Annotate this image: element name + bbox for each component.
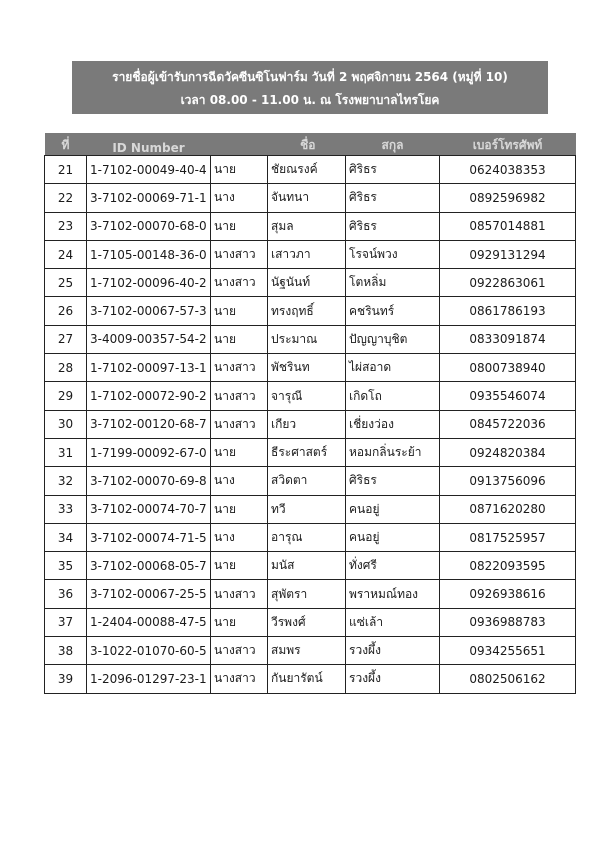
row-number: 32 bbox=[45, 467, 87, 495]
id-number: 1-7199-00092-67-0 bbox=[87, 438, 211, 466]
document-title bbox=[72, 61, 548, 114]
table-row bbox=[45, 523, 576, 551]
phone-number: 0845722036 bbox=[440, 410, 576, 438]
phone-number: 0861786193 bbox=[440, 297, 576, 325]
last-name: เกิดโถ bbox=[346, 382, 440, 410]
row-number: 22 bbox=[45, 184, 87, 212]
phone-number: 0929131294 bbox=[440, 240, 576, 268]
table-row bbox=[45, 580, 576, 608]
first-name: อารุณ bbox=[268, 523, 346, 551]
phone-number: 0935546074 bbox=[440, 382, 576, 410]
id-number: 3-7102-00068-05-7 bbox=[87, 552, 211, 580]
table-body bbox=[45, 156, 576, 694]
last-name: คชรินทร์ bbox=[346, 297, 440, 325]
table-row bbox=[45, 297, 576, 325]
last-name: รวงผึ้ง bbox=[346, 665, 440, 693]
row-number: 27 bbox=[45, 325, 87, 353]
table-row bbox=[45, 325, 576, 353]
id-number: 1-7102-00096-40-2 bbox=[87, 269, 211, 297]
phone-number: 0624038353 bbox=[440, 156, 576, 184]
first-name: ทวี bbox=[268, 495, 346, 523]
phone-number: 0817525957 bbox=[440, 523, 576, 551]
table-row bbox=[45, 382, 576, 410]
name-prefix: นางสาว bbox=[211, 240, 268, 268]
last-name: แซ่เล้า bbox=[346, 608, 440, 636]
row-number: 29 bbox=[45, 382, 87, 410]
row-number: 24 bbox=[45, 240, 87, 268]
name-prefix: นางสาว bbox=[211, 637, 268, 665]
id-number: 1-7105-00148-36-0 bbox=[87, 240, 211, 268]
phone-number: 0913756096 bbox=[440, 467, 576, 495]
phone-number: 0922863061 bbox=[440, 269, 576, 297]
id-number: 3-4009-00357-54-2 bbox=[87, 325, 211, 353]
first-name: วีรพงศ์ bbox=[268, 608, 346, 636]
row-number: 25 bbox=[45, 269, 87, 297]
name-prefix: นางสาว bbox=[211, 410, 268, 438]
table-row bbox=[45, 269, 576, 297]
name-prefix: นาย bbox=[211, 156, 268, 184]
phone-number: 0822093595 bbox=[440, 552, 576, 580]
id-number: 3-7102-00074-71-5 bbox=[87, 523, 211, 551]
row-number: 39 bbox=[45, 665, 87, 693]
row-number: 38 bbox=[45, 637, 87, 665]
table-row bbox=[45, 156, 576, 184]
name-prefix: นาย bbox=[211, 495, 268, 523]
last-name: หอมกลิ่นระย้า bbox=[346, 438, 440, 466]
id-number: 3-7102-00069-71-1 bbox=[87, 184, 211, 212]
table-row bbox=[45, 608, 576, 636]
name-prefix: นาง bbox=[211, 184, 268, 212]
first-name: ประมาณ bbox=[268, 325, 346, 353]
last-name: โตหลิ่ม bbox=[346, 269, 440, 297]
name-prefix: นาย bbox=[211, 438, 268, 466]
table-row bbox=[45, 495, 576, 523]
first-name: สุพัตรา bbox=[268, 580, 346, 608]
first-name: ธีระศาสตร์ bbox=[268, 438, 346, 466]
table-row bbox=[45, 552, 576, 580]
row-number: 26 bbox=[45, 297, 87, 325]
last-name: ไผ่สอาด bbox=[346, 354, 440, 382]
last-name: โรจน์พวง bbox=[346, 240, 440, 268]
last-name: ศิริธร bbox=[346, 467, 440, 495]
vaccination-roster-table bbox=[44, 133, 576, 694]
phone-number: 0936988783 bbox=[440, 608, 576, 636]
last-name: คนอยู่ bbox=[346, 495, 440, 523]
id-number: 3-7102-00070-68-0 bbox=[87, 212, 211, 240]
row-number: 28 bbox=[45, 354, 87, 382]
first-name: มนัส bbox=[268, 552, 346, 580]
name-prefix: นาย bbox=[211, 608, 268, 636]
id-number: 3-7102-00067-25-5 bbox=[87, 580, 211, 608]
row-number: 31 bbox=[45, 438, 87, 466]
last-name: รวงผึ้ง bbox=[346, 637, 440, 665]
row-number: 21 bbox=[45, 156, 87, 184]
name-prefix: นางสาว bbox=[211, 665, 268, 693]
name-prefix: นาง bbox=[211, 467, 268, 495]
last-name: ทั่งศรี bbox=[346, 552, 440, 580]
first-name: สุมล bbox=[268, 212, 346, 240]
phone-number: 0871620280 bbox=[440, 495, 576, 523]
id-number: 3-1022-01070-60-5 bbox=[87, 637, 211, 665]
id-number: 3-7102-00067-57-3 bbox=[87, 297, 211, 325]
id-number: 1-2404-00088-47-5 bbox=[87, 608, 211, 636]
id-number: 1-7102-00072-90-2 bbox=[87, 382, 211, 410]
name-prefix: นาย bbox=[211, 297, 268, 325]
first-name: จันทนา bbox=[268, 184, 346, 212]
row-number: 23 bbox=[45, 212, 87, 240]
row-number: 37 bbox=[45, 608, 87, 636]
first-name: สวิดตา bbox=[268, 467, 346, 495]
phone-number: 0800738940 bbox=[440, 354, 576, 382]
first-name: นัฐนันท์ bbox=[268, 269, 346, 297]
name-prefix: นาย bbox=[211, 552, 268, 580]
last-name: คนอยู่ bbox=[346, 523, 440, 551]
table-header-row bbox=[45, 133, 576, 156]
last-name: ศิริธร bbox=[346, 184, 440, 212]
id-number: 1-2096-01297-23-1 bbox=[87, 665, 211, 693]
first-name: เกียว bbox=[268, 410, 346, 438]
header-no: ที่ bbox=[45, 133, 87, 156]
row-number: 34 bbox=[45, 523, 87, 551]
row-number: 30 bbox=[45, 410, 87, 438]
phone-number: 0802506162 bbox=[440, 665, 576, 693]
header-last-name: สกุล bbox=[346, 133, 440, 156]
phone-number: 0934255651 bbox=[440, 637, 576, 665]
table-row bbox=[45, 184, 576, 212]
last-name: ศิริธร bbox=[346, 156, 440, 184]
phone-number: 0892596982 bbox=[440, 184, 576, 212]
table-row bbox=[45, 354, 576, 382]
first-name: กันยารัตน์ bbox=[268, 665, 346, 693]
name-prefix: นาง bbox=[211, 523, 268, 551]
first-name: จารุณี bbox=[268, 382, 346, 410]
table-row bbox=[45, 665, 576, 693]
header-id-number: ID Number bbox=[87, 133, 211, 156]
id-number: 3-7102-00070-69-8 bbox=[87, 467, 211, 495]
phone-number: 0857014881 bbox=[440, 212, 576, 240]
table-row bbox=[45, 240, 576, 268]
id-number: 3-7102-00074-70-7 bbox=[87, 495, 211, 523]
first-name: เสาวภา bbox=[268, 240, 346, 268]
phone-number: 0833091874 bbox=[440, 325, 576, 353]
name-prefix: นาย bbox=[211, 212, 268, 240]
table-row bbox=[45, 438, 576, 466]
row-number: 36 bbox=[45, 580, 87, 608]
name-prefix: นางสาว bbox=[211, 382, 268, 410]
table-row bbox=[45, 637, 576, 665]
last-name: เชี่ยงว่อง bbox=[346, 410, 440, 438]
first-name: ทรงฤทธิ์ bbox=[268, 297, 346, 325]
id-number: 1-7102-00049-40-4 bbox=[87, 156, 211, 184]
phone-number: 0926938616 bbox=[440, 580, 576, 608]
last-name: ปัญญาบุชิต bbox=[346, 325, 440, 353]
row-number: 35 bbox=[45, 552, 87, 580]
table-row bbox=[45, 467, 576, 495]
last-name: ศิริธร bbox=[346, 212, 440, 240]
first-name: พัชรินท bbox=[268, 354, 346, 382]
id-number: 3-7102-00120-68-7 bbox=[87, 410, 211, 438]
name-prefix: นางสาว bbox=[211, 580, 268, 608]
row-number: 33 bbox=[45, 495, 87, 523]
last-name: พราหมณ์ทอง bbox=[346, 580, 440, 608]
table-row bbox=[45, 410, 576, 438]
name-prefix: นางสาว bbox=[211, 269, 268, 297]
name-prefix: นางสาว bbox=[211, 354, 268, 382]
id-number: 1-7102-00097-13-1 bbox=[87, 354, 211, 382]
name-prefix: นาย bbox=[211, 325, 268, 353]
first-name: ชัยณรงค์ bbox=[268, 156, 346, 184]
first-name: สมพร bbox=[268, 637, 346, 665]
table-row bbox=[45, 212, 576, 240]
phone-number: 0924820384 bbox=[440, 438, 576, 466]
title-line-2: เวลา 08.00 - 11.00 น. ณ โรงพยาบาลไทรโยค bbox=[180, 93, 440, 107]
title-line-1: รายชื่อผู้เข้ารับการฉีดวัคซีนซิโนฟาร์ม วันที่ 2 พฤศจิกายน 2564 (หมู่ที่ 10) bbox=[112, 70, 508, 84]
header-first-name: ชื่อ bbox=[211, 133, 346, 156]
header-phone: เบอร์โทรศัพท์ bbox=[440, 133, 576, 156]
